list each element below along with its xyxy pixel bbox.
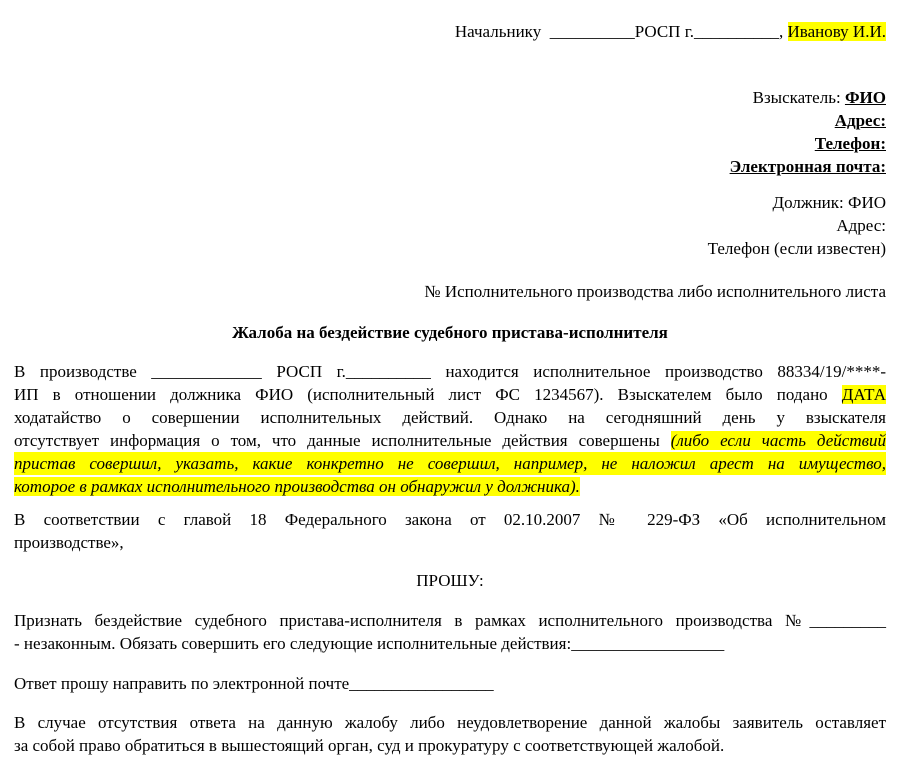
addressee-name: Иванову И.И. [787,22,886,41]
note-highlight-start: (либо если часть действий [670,431,886,450]
date-placeholder: ДАТА [841,385,886,404]
para1-line1: В производстве _____________ РОСП г.__________ находится исполнительное производство 88334/19/****- [14,362,886,381]
claimant-address: Адрес: [834,111,886,130]
paragraph-email-reply: Ответ прошу направить по электронной почте_________________ [14,674,494,693]
paragraph-closing [14,711,886,757]
debtor-label: Должник: ФИО [772,193,886,212]
debtor-address: Адрес: [836,216,886,235]
paragraph-request [14,609,886,655]
claimant-block [14,86,886,178]
para1-line5: пристав совершил, указать, какие конкретно не совершил, например, не наложил арест на имущество, [14,454,886,473]
addressee-line [14,20,886,43]
para2-line2: производстве», [14,533,124,552]
para5-line1: В случае отсутствия ответа на данную жалобу либо неудовлетворение данной жалобы заявитель оставляет [14,713,886,732]
para1-line2: ИП в отношении должника ФИО (исполнительный лист ФС 1234567). Взыскателем было подано ДАТА [14,385,886,404]
request-heading: ПРОШУ: [416,571,484,590]
claimant-email: Электронная почта: [729,157,886,176]
para1-line6: которое в рамках исполнительного производства он обнаружил у должника). [14,477,580,496]
case-number: № Исполнительного производства либо исполнительного листа [424,282,886,301]
document-title: Жалоба на бездействие судебного пристава-исполнителя [232,323,668,342]
debtor-block [14,191,886,260]
para3-line1: Признать бездействие судебного пристава-исполнителя в рамках исполнительного производства №_________ [14,611,886,630]
para5-line2: за собой право обратиться в вышестоящий орган, суд и прокуратуру с соответствующей жалобой. [14,736,725,755]
paragraph-proceedings [14,360,886,498]
para3-line2: - незаконным. Обязать совершить его следующие исполнительные действия:__________________ [14,634,725,653]
claimant-phone: Телефон: [814,134,886,153]
para1-line3: ходатайство о совершении исполнительных действий. Однако на сегодняшний день у взыскателя [14,408,886,427]
debtor-phone: Телефон (если известен) [707,239,886,258]
paragraph-law [14,508,886,554]
addressee-prefix: Начальнику __________РОСП г.__________, [454,22,788,41]
claimant-name: ФИО [844,88,886,107]
claimant-label: Взыскатель: [752,88,845,107]
para1-line4: отсутствует информация о том, что данные исполнительные действия совершены (либо если часть действий [14,431,886,450]
para2-line1: В соответствии с главой 18 Федерального закона от 02.10.2007 № 229-ФЗ «Об исполнительном [14,510,886,529]
